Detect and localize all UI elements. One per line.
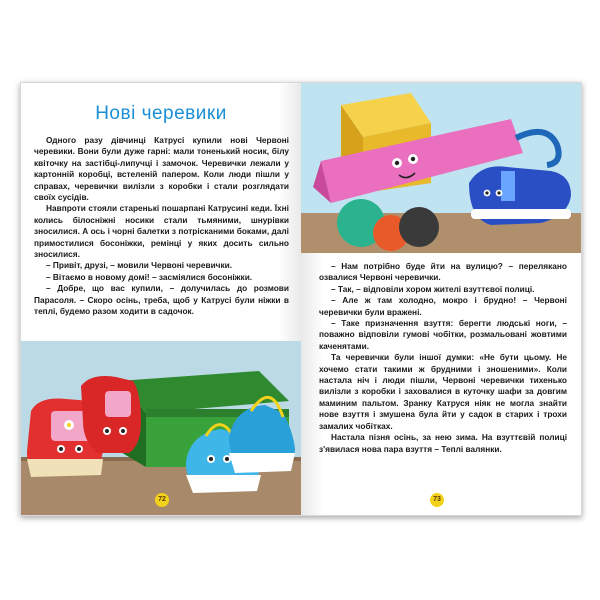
right-page-text <box>319 261 567 455</box>
paragraph: – Нам потрібно буде йти на вулицю? – перелякано озвалися Червоні черевички. <box>319 261 567 283</box>
paragraph: Настала пізня осінь, за нею зима. На взуттєвій полиці з'явилася нова пара взуття – Теплі валянки. <box>319 432 567 454</box>
ball-icon <box>399 207 439 247</box>
paragraph: – Вітаємо в новому домі! – засміялися босоніжки. <box>46 271 253 282</box>
umbrella-and-sandals-illustration <box>301 83 581 253</box>
paragraph: Навпроти стояли старенькі пошарпані Катрусині кеди. Їхні колись білосніжні носики стали тьмяними, шнурівки зносилися. А ось і чорні балетки з потрісканими боками, далі примостилися босоніжки, ремінці у яких досить сильно зносилися. <box>34 203 289 260</box>
red-shoe-icon <box>81 376 141 453</box>
paragraph: – Так, – відповіли хором жителі взуттєвої полиці. <box>331 283 535 294</box>
paragraph: Та черевички були іншої думки: «Не бути цьому. Не хочемо стати такими ж брудними і зношеними». Коли настала ніч і люди пішли, Червоні черевички тихенько вилізли з коробки і заховалися в куточку шафи за довгим маминим пальтом. Зранку Катруся ніяк не могла знайти нове взуття і змушена була йти у садок в старих і трохи замалих чобітках. <box>319 352 567 431</box>
paragraph: – Але ж там холодно, мокро і брудно! – Червоні черевички були вражені. <box>319 295 567 317</box>
paragraph: Одного разу дівчинці Катрусі купили нові Червоні черевики. Вони були дуже гарні: мали тоненький носик, білу квіточку на застібці-липучці і замочок. Черевички лежали у картонній коробці, встеленій папером. Коли люди пішли у справах, черевички вилізли з коробки і стали розглядати своїх сусідів. <box>34 135 289 203</box>
page-title: Нові черевики <box>95 103 227 124</box>
right-page <box>301 83 581 515</box>
paragraph: – Привіт, друзі, – мовили Червоні черевички. <box>46 260 233 271</box>
paragraph: – Добре, що вас купили, – долучилась до розмови Парасоля. – Скоро осінь, треба, щоб у Катрусі були ніжки в теплі, будемо разом ходити в садочок. <box>34 283 289 317</box>
left-page-text <box>34 135 289 318</box>
page-number: 72 <box>155 493 169 507</box>
open-book <box>20 82 582 516</box>
page-number: 73 <box>430 493 444 507</box>
shoes-on-shelf-illustration <box>21 341 301 515</box>
paragraph: – Таке призначення взуття: берегти людські ноги, – поважно відповіли гумові чобітки, розмальовані жовтими каченятами. <box>319 318 567 351</box>
blue-sandal-icon <box>469 166 571 225</box>
left-page <box>21 83 301 515</box>
